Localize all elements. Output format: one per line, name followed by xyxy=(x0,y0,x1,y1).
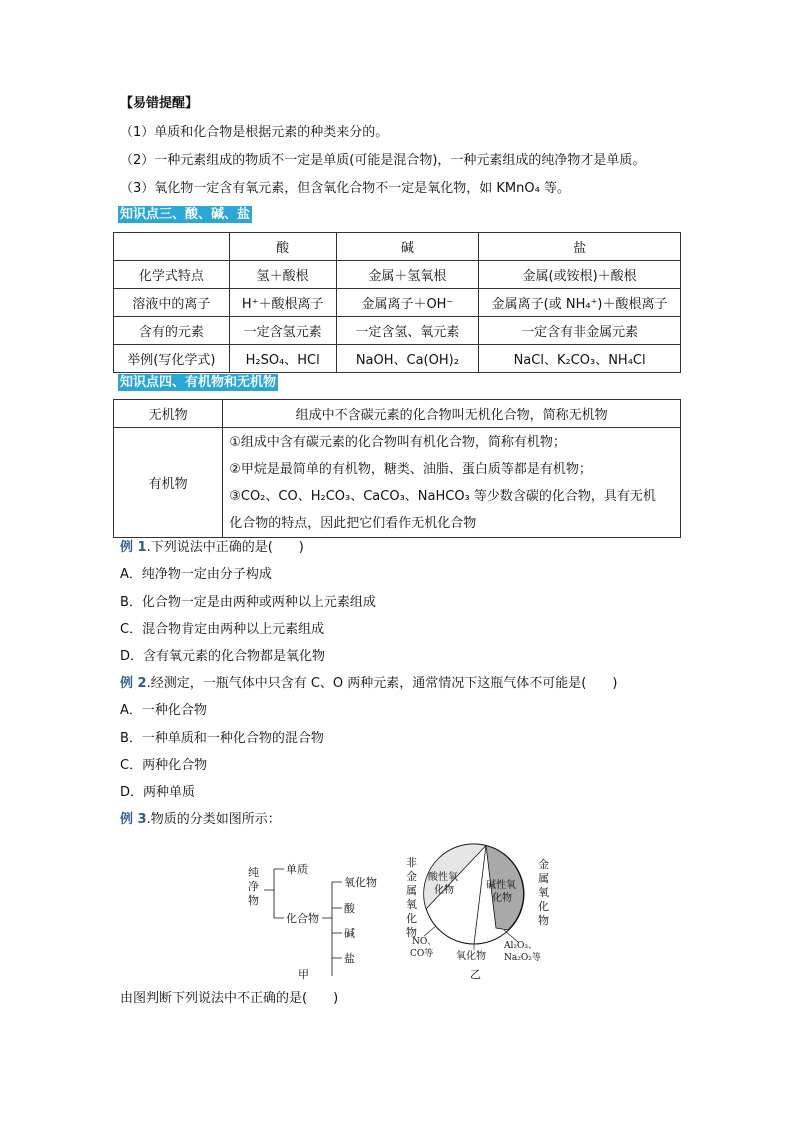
table-header-row xyxy=(114,233,681,261)
classification-diagrams xyxy=(240,838,560,988)
table-row xyxy=(114,345,681,373)
diagram-jia xyxy=(248,862,377,981)
caption-yi: 乙 xyxy=(470,968,481,981)
section3-heading: 知识点三、酸、碱、盐 xyxy=(120,207,251,222)
table-cell: 含有的元素 xyxy=(114,317,230,345)
table-cell: H⁺＋酸根离子 xyxy=(229,289,336,317)
organic-inorganic-table xyxy=(113,399,681,538)
tree-root-char: 纯 xyxy=(248,866,259,879)
organic-line: ①组成中含有碳元素的化合物叫有机化合物，简称有机物； xyxy=(229,434,566,450)
vertical-char: 氧 xyxy=(406,898,417,911)
vertical-char: 非 xyxy=(406,856,417,869)
nonmetal-oxide-label xyxy=(406,855,417,939)
inorganic-definition: 组成中不含碳元素的化合物叫无机化合物，简称无机物 xyxy=(223,400,681,428)
example3-label: 例 3 xyxy=(120,812,147,827)
tree-leaf-base: 碱 xyxy=(344,927,355,940)
section4-heading: 知识点四、有机物和无机物 xyxy=(120,375,277,390)
caption-jia: 甲 xyxy=(298,968,309,981)
no-co-text-2: CO等 xyxy=(410,949,434,959)
acidic-oxide-text-2: 化物 xyxy=(434,885,454,896)
al-na-text-2: Na₂O₂等 xyxy=(504,953,541,963)
tree-root-char: 物 xyxy=(248,894,259,907)
example2-option-d: D．两种单质 xyxy=(120,785,196,800)
tree-compound-node: 化合物 xyxy=(286,912,319,925)
table-cell: 金属离子(或 NH₄⁺)＋酸根离子 xyxy=(479,289,681,317)
tree-compound-branches xyxy=(322,882,342,976)
tips-title: 【易错提醒】 xyxy=(120,96,199,111)
table-cell: 金属＋氢氧根 xyxy=(336,261,479,289)
tree-leaf-salt: 盐 xyxy=(344,952,355,965)
organic-definition xyxy=(223,428,681,538)
tip-1: （1）单质和化合物是根据元素的种类来分的。 xyxy=(120,125,389,140)
table-row xyxy=(114,289,681,317)
table-cell: 溶液中的离子 xyxy=(114,289,230,317)
acid-base-salt-table xyxy=(113,232,681,373)
example1-stem: .下列说法中正确的是( ) xyxy=(146,540,304,555)
example1-label: 例 1 xyxy=(120,540,147,555)
al-na-text-1: Al₂O₃、 xyxy=(504,941,537,951)
table-cell: 一定含有非金属元素 xyxy=(479,317,681,345)
table-cell: 化学式特点 xyxy=(114,261,230,289)
vertical-char: 化 xyxy=(406,912,417,925)
organic-line: 化合物的特点，因此把它们看作无机化合物 xyxy=(229,515,477,531)
no-co-text-1: NO、 xyxy=(412,937,437,947)
example3-stem: .物质的分类如图所示： xyxy=(146,812,281,827)
tip-2: （2）一种元素组成的物质不一定是单质(可能是混合物)，一种元素组成的纯净物才是单质。 xyxy=(120,153,646,168)
table-cell: 金属离子＋OH⁻ xyxy=(336,289,479,317)
table-row xyxy=(114,261,681,289)
header-cell: 酸 xyxy=(229,233,336,261)
vertical-char: 化 xyxy=(538,900,549,913)
organic-label: 有机物 xyxy=(114,428,223,538)
table-row xyxy=(114,400,681,428)
example2-question xyxy=(120,675,617,693)
example1-option-b: B．化合物一定是由两种或两种以上元素组成 xyxy=(120,595,376,610)
table-cell: 一定含氢、氧元素 xyxy=(336,317,479,345)
vertical-char: 氧 xyxy=(538,886,549,899)
vertical-char: 物 xyxy=(538,914,549,927)
table-cell: NaCl、K₂CO₃、NH₄Cl xyxy=(479,345,681,373)
vertical-char: 属 xyxy=(406,884,417,897)
metal-oxide-label xyxy=(538,857,549,927)
example1-option-c: C．混合物肯定由两种以上元素组成 xyxy=(120,622,325,637)
organic-line: ③CO₂、CO、H₂CO₃、CaCO₃、NaHCO₃ 等少数含碳的化合物，具有无机 xyxy=(229,488,656,504)
tree-single-node: 单质 xyxy=(286,863,308,876)
inorganic-label: 无机物 xyxy=(114,400,223,428)
example1-option-d: D．含有氧元素的化合物都是氧化物 xyxy=(120,649,326,664)
tip-3: （3）氧化物一定含有氧元素，但含氧化合物不一定是氧化物，如 KMnO₄ 等。 xyxy=(120,181,570,196)
table-row xyxy=(114,317,681,345)
example2-label: 例 2 xyxy=(120,676,147,691)
example1-question xyxy=(120,539,304,557)
table-row xyxy=(114,428,681,538)
vertical-char: 物 xyxy=(406,926,417,939)
example3-question xyxy=(120,811,281,829)
example2-option-b: B．一种单质和一种化合物的混合物 xyxy=(120,731,324,746)
table-cell: 举例(写化学式) xyxy=(114,345,230,373)
basic-oxide-text-1: 碱性氧 xyxy=(486,880,516,891)
header-cell: 盐 xyxy=(479,233,681,261)
diagram-yi xyxy=(406,844,549,981)
example2-option-c: C．两种化合物 xyxy=(120,758,208,773)
tree-branch-lines xyxy=(264,869,284,918)
table-cell: H₂SO₄、HCl xyxy=(229,345,336,373)
table-cell: 氢＋酸根 xyxy=(229,261,336,289)
example1-option-a: A．纯净物一定由分子构成 xyxy=(120,567,272,582)
table-cell: 金属(或铵根)＋酸根 xyxy=(479,261,681,289)
tree-leaf-oxide: 氧化物 xyxy=(344,876,377,889)
organic-line: ②甲烷是最简单的有机物，糖类、油脂、蛋白质等都是有机物； xyxy=(229,461,592,477)
table-cell: NaOH、Ca(OH)₂ xyxy=(336,345,479,373)
example2-stem: .经测定，一瓶气体中只含有 C、O 两种元素，通常情况下这瓶气体不可能是( ) xyxy=(146,676,618,691)
tree-leaf-acid: 酸 xyxy=(344,902,355,915)
basic-oxide-text-2: 化物 xyxy=(492,893,512,904)
header-cell: 碱 xyxy=(336,233,479,261)
header-cell xyxy=(114,233,230,261)
question-tail: 由图判断下列说法中不正确的是( ) xyxy=(120,991,339,1006)
tree-root-char: 净 xyxy=(248,880,259,893)
acidic-oxide-text-1: 酸性氧 xyxy=(428,872,458,883)
vertical-char: 金 xyxy=(538,858,549,871)
example2-option-a: A．一种化合物 xyxy=(120,703,207,718)
table-cell: 一定含氢元素 xyxy=(229,317,336,345)
oxide-bottom-label: 氧化物 xyxy=(456,951,486,962)
vertical-char: 金 xyxy=(406,870,417,883)
vertical-char: 属 xyxy=(538,872,549,885)
